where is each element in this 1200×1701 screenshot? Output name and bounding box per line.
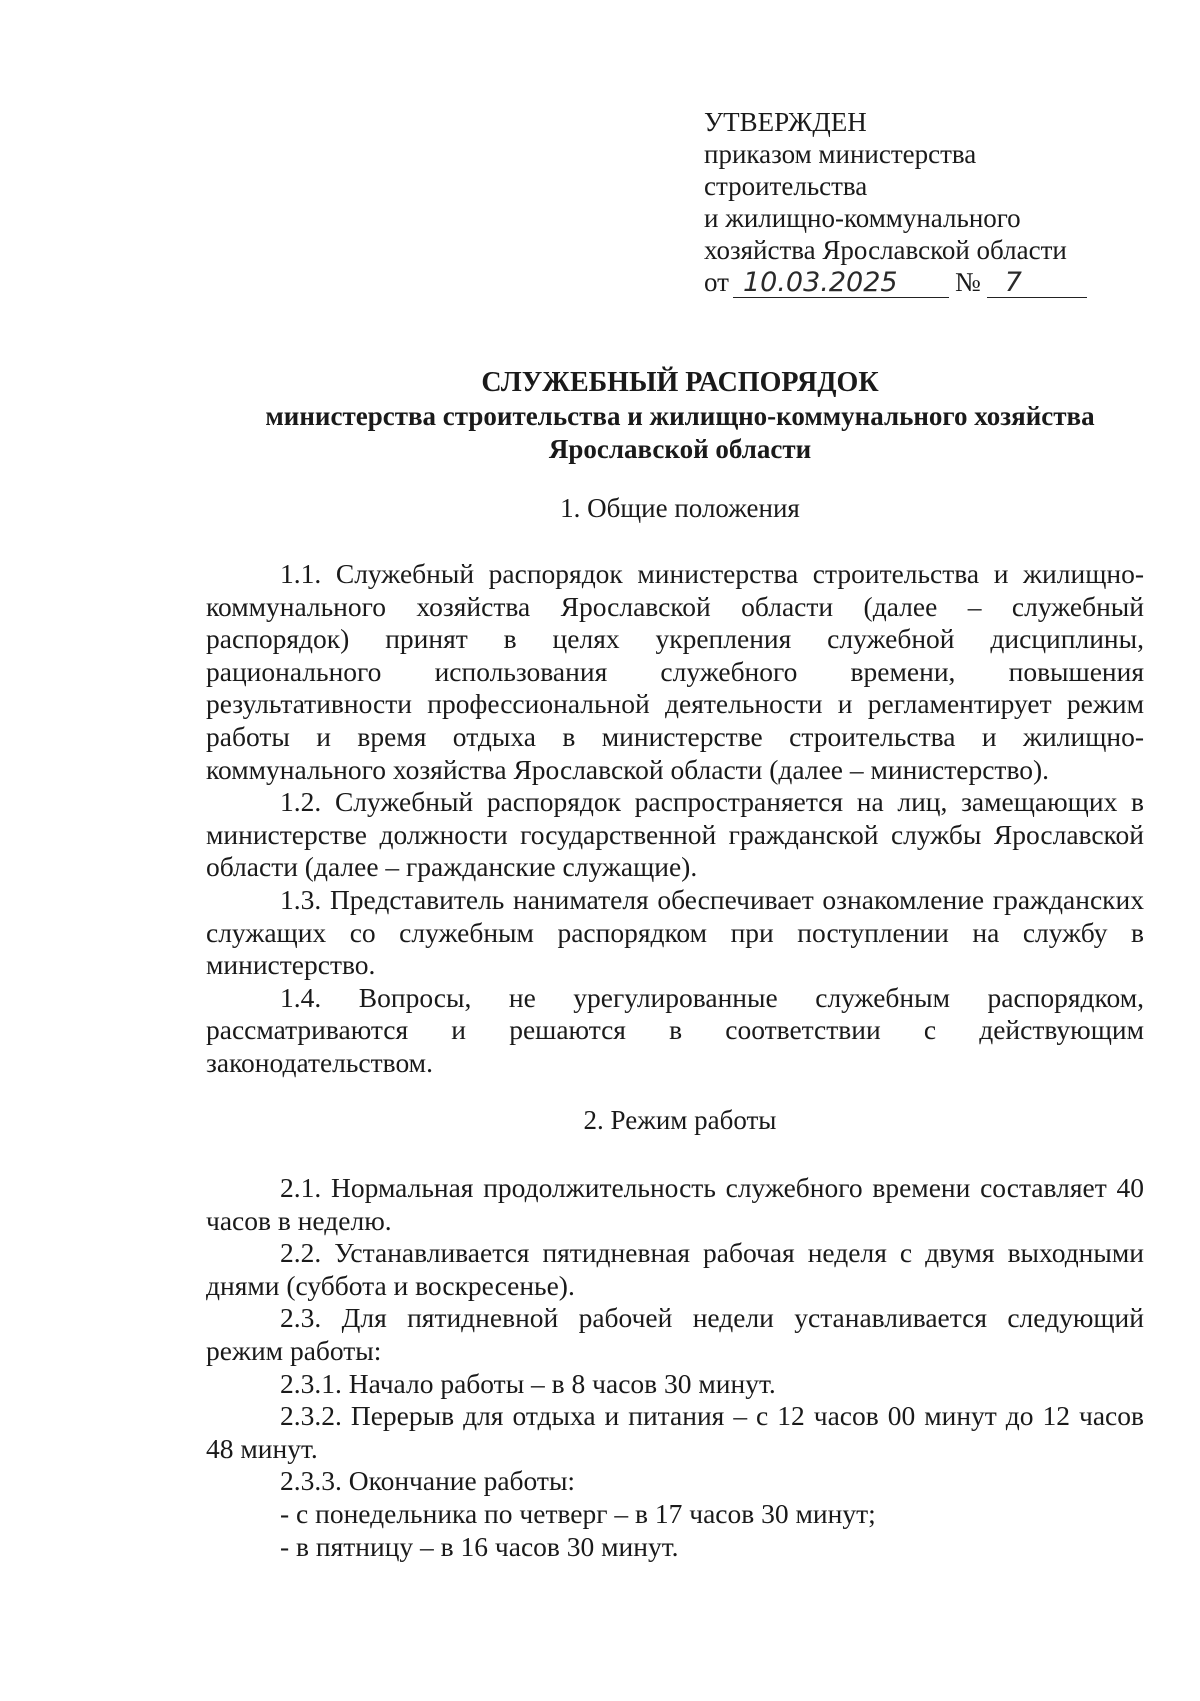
number-prefix: № <box>954 267 981 297</box>
document-subtitle-line-2: Ярославской области <box>548 434 812 464</box>
paragraph-1-2: 1.2. Служебный распорядок распространяется на лиц, замещающих в министерстве должности государственной гражданской службы Ярославской области (далее – гражданские служащие). <box>206 786 1144 883</box>
paragraph-2-3-3: 2.3.3. Окончание работы: <box>280 1465 576 1497</box>
document-title-block <box>220 366 1140 466</box>
approval-stamp-block <box>704 106 1124 298</box>
paragraph-1-3: 1.3. Представитель нанимателя обеспечивает ознакомление гражданских служащих со служебным распорядком при поступлении на службу в министерство. <box>206 883 1144 981</box>
list-item-friday: - в пятницу – в 16 часов 30 минут. <box>280 1530 679 1562</box>
section-2-body <box>206 1172 1144 1563</box>
paragraph-2-3-1: 2.3.1. Начало работы – в 8 часов 30 минут. <box>280 1367 776 1399</box>
paragraph-1-4: 1.4. Вопросы, не урегулированные служебным распорядком, рассматриваются и решаются в соответствии с действующим законодательством. <box>206 981 1144 1078</box>
handwritten-date: 10.03.2025 <box>733 269 949 298</box>
approval-line-1: приказом министерства <box>704 139 977 169</box>
list-item-mon-thu: - с понедельника по четверг – в 17 часов 30 минут; <box>280 1497 876 1529</box>
paragraph-2-3: 2.3. Для пятидневной рабочей недели устанавливается следующий режим работы: <box>206 1302 1144 1366</box>
approval-line-3: и жилищно-коммунального <box>704 203 1021 233</box>
paragraph-1-1: 1.1. Служебный распорядок министерства строительства и жилищно-коммунального хозяйства Ярославской области (далее – служебный распорядок) принят в целях укрепления служебной дисциплины, рационального использования служебного времени, повышения результативности профессиональной деятельности и регламентирует режим работы и время отдыха в министерстве строительства и жилищно-коммунального хозяйства Ярославской области (далее – министерство). <box>206 558 1144 785</box>
paragraph-2-3-2: 2.3.2. Перерыв для отдыха и питания – с 12 часов 00 минут до 12 часов 48 минут. <box>206 1400 1144 1464</box>
approval-line-2: строительства <box>704 171 868 201</box>
section-1-body <box>206 558 1144 1080</box>
paragraph-2-1: 2.1. Нормальная продолжительность служебного времени составляет 40 часов в неделю. <box>206 1172 1144 1236</box>
paragraph-2-2: 2.2. Устанавливается пятидневная рабочая неделя с двумя выходными днями (суббота и воскресенье). <box>206 1237 1144 1301</box>
document-title: СЛУЖЕБНЫЙ РАСПОРЯДОК <box>481 367 879 398</box>
handwritten-number: 7 <box>987 269 1087 298</box>
approval-line-4: хозяйства Ярославской области <box>704 235 1067 265</box>
approval-date-number-line <box>704 266 1124 298</box>
section-1-heading: 1. Общие положения <box>560 493 800 523</box>
approval-heading: УТВЕРЖДЕН <box>704 107 867 137</box>
section-2-heading: 2. Режим работы <box>583 1105 777 1135</box>
date-prefix: от <box>704 267 729 297</box>
document-subtitle-line-1: министерства строительства и жилищно-коммунального хозяйства <box>265 401 1095 431</box>
